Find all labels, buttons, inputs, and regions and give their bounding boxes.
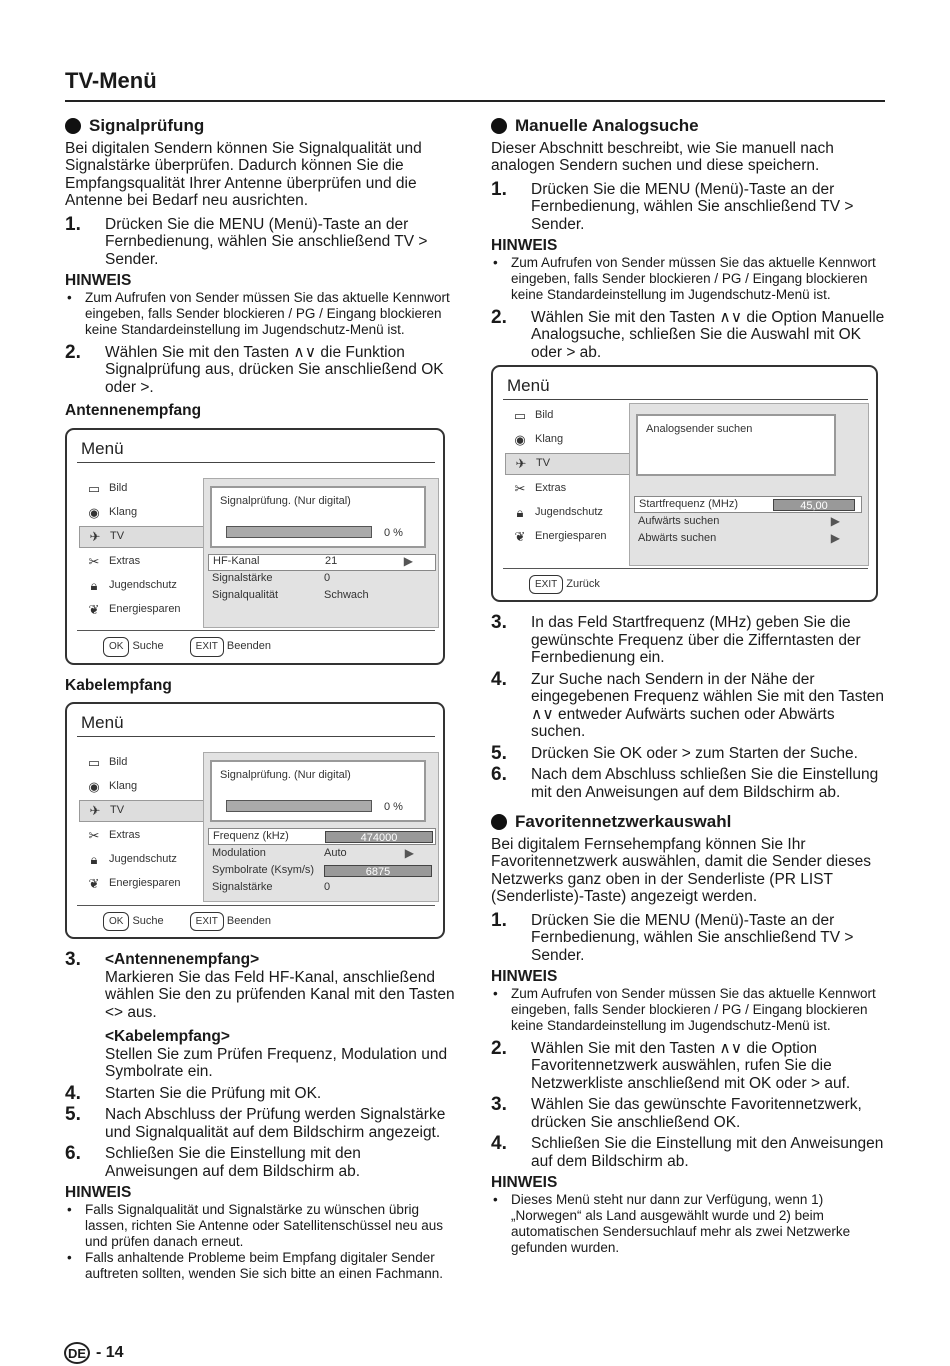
field-aufwaerts-suchen[interactable]: Aufwärts suchen ▶ [634,513,862,530]
analog-panel [629,403,869,566]
step-1: 1. Drücken Sie die MENU (Menü)-Taste an der Fernbedienung, wählen Sie anschließend TV > Sender. [491,909,854,964]
notes: • Zum Aufrufen von Sender müssen Sie das aktuelle Kennwort eingeben, falls Sender blockieren / PG / Eingang blockieren keine Standardeinstellung im Jugendschutz-Menü ist. [65,290,455,338]
field-symbolrate[interactable]: Symbolrate (Ksym/s) 6875 [208,862,436,879]
step-3: 3. Wählen Sie das gewünschte Favoritennetzwerk, drücken Sie anschließend OK. [491,1094,862,1131]
tools-icon: ✂ [88,828,100,844]
lock-icon: 🔒︎ [90,852,98,868]
step-4: 4. Schließen Sie die Einstellung mit den Anweisungen auf dem Bildschirm ab. [491,1133,884,1170]
speaker-icon: ◉ [514,432,526,448]
section-heading: Favoritennetzwerkauswahl [491,813,885,831]
hinweis-label: HINWEIS [491,237,558,254]
lock-icon: 🔒︎ [90,577,98,593]
leaf-icon: ❦ [88,601,100,617]
step-5: 5. Nach Abschluss der Prüfung werden Signalstärke und Signalqualität auf dem Bildschirm angezeigt. [65,1104,446,1141]
notes: • Falls Signalqualität und Signalstärke zu wünschen übrig lassen, richten Sie Antenne oder Satellitenschüssel neu aus und prüfen danach erneut. • Falls anhaltende Probleme beim Empfang digitaler Sender auftreten sollten, wenden Sie sich bitte an einen Fachmann. [65,1202,455,1282]
menu-item-tv[interactable]: ✈ TV [79,800,205,822]
page-title: TV-Menü [65,68,157,93]
step-5: 5. Drücken Sie OK oder > zum Starten der Suche. [491,742,858,764]
tools-icon: ✂ [88,553,100,569]
step-4: 4. Starten Sie die Prüfung mit OK. [65,1082,322,1104]
hinweis-label: HINWEIS [65,1184,132,1201]
step-3: 3. In das Feld Startfrequenz (MHz) geben Sie die gewünschte Frequenz über die Zifferntasten der Fernbedienung ein. [491,612,861,666]
step-2: 2. Wählen Sie mit den Tasten ∧∨ die Option Manuelle Analogsuche, schließen Sie die Auswahl mit OK oder > ab. [491,306,885,361]
right-column [491,117,885,1262]
menu-bottom-bar: OK Suche EXIT Beenden [77,630,435,657]
menu-antenna [65,428,445,665]
arrow-right-icon: ▶ [404,845,414,860]
ok-key[interactable]: OK [103,912,129,932]
menu-title: Menü [81,713,124,732]
bullet-dot-icon [491,814,507,830]
tv-icon: ▭ [87,480,101,496]
section-heading: Manuelle Analogsuche [491,117,885,135]
section-heading: Signalprüfung [65,117,455,135]
menu-item-extras[interactable]: ✂ Extras [79,825,205,847]
left-column [65,117,455,1288]
intro-text: Bei digitalen Sendern können Sie Signalqualität und Signalstärke überprüfen. Dadurch können Sie die Empfangsqualität Ihrer Antenne überprüfen und die Antenne bei Bedarf neu ausrichten. [65,139,422,209]
menu-item-jugendschutz[interactable]: 🔒︎ Jugendschutz [505,502,631,524]
arrow-right-icon: ▶ [830,513,840,528]
menu-item-jugendschutz[interactable]: 🔒︎ Jugendschutz [79,849,205,871]
step-1: 1. Drücken Sie die MENU (Menü)-Taste an der Fernbedienung, wählen Sie anschließend TV > Sender. [65,213,428,268]
menu-item-bild[interactable]: ▭ Bild [79,478,205,500]
bullet-dot-icon [491,118,507,134]
bullet-dot-icon [65,118,81,134]
leaf-icon: ❦ [88,876,100,892]
menu-title: Menü [507,376,550,395]
analog-box: Analogsender suchen [636,414,836,476]
menu-item-klang[interactable]: ◉ Klang [79,502,205,524]
progress-bar [226,526,372,538]
field-modulation[interactable]: Modulation Auto ▶ [208,845,436,862]
menu-item-energiesparen[interactable]: ❦ Energiesparen [79,599,205,621]
intro-text: Bei digitalem Fernsehempfang können Sie Ihr Favoritennetzwerk auswählen, damit die Sender dieses Netzwerks ganz oben in der Senderliste (PR LIST (Senderliste)-Taste) angezeigt werden. [491,835,871,905]
exit-key[interactable]: EXIT [190,637,224,657]
step-2: 2. Wählen Sie mit den Tasten ∧∨ die Funktion Signalprüfung aus, drücken Sie anschließend OK oder >. [65,341,444,396]
title-rule [65,100,885,102]
menu-bottom-bar: OK Suche EXIT Beenden [77,905,435,932]
exit-key[interactable]: EXIT [529,575,563,595]
notes: • Dieses Menü steht nur dann zur Verfügung, wenn 1) „Norwegen“ als Land ausgewählt wurde und 2) beim automatischen Sendersuchlauf mehr als zwei Netzwerke gefunden wurden. [491,1192,885,1256]
page-footer [64,1342,124,1364]
intro-text: Dieser Abschnitt beschreibt, wie Sie manuell nach analogen Sendern suchen und diese speichern. [491,139,834,174]
page-number: - 14 [96,1344,124,1361]
speaker-icon: ◉ [88,504,100,520]
menu-cable [65,702,445,939]
menu-item-klang[interactable]: ◉ Klang [79,776,205,798]
menu-item-tv[interactable]: ✈ TV [505,453,631,475]
notes: • Zum Aufrufen von Sender müssen Sie das aktuelle Kennwort eingeben, falls Sender blockieren / PG / Eingang blockieren keine Standardeinstellung im Jugendschutz-Menü ist. [491,986,885,1034]
menu-item-energiesparen[interactable]: ❦ Energiesparen [79,873,205,895]
tv-icon: ▭ [513,408,527,424]
step-6: 6. Schließen Sie die Einstellung mit den Anweisungen auf dem Bildschirm ab. [65,1143,361,1180]
tv-icon: ▭ [87,755,101,771]
field-frequenz[interactable]: Frequenz (kHz) 474000 [208,828,436,845]
exit-key[interactable]: EXIT [190,912,224,932]
menu-item-bild[interactable]: ▭ Bild [79,752,205,774]
field-abwaerts-suchen[interactable]: Abwärts suchen ▶ [634,530,862,547]
menu-bottom-bar: EXIT Zurück [503,568,868,595]
menu-title: Menü [81,438,124,458]
menu-item-bild[interactable]: ▭ Bild [505,405,631,427]
signal-box: Signalprüfung. (Nur digital) 0 % [210,486,426,548]
leaf-icon: ❦ [514,529,526,545]
notes: • Zum Aufrufen von Sender müssen Sie das aktuelle Kennwort eingeben, falls Sender blockieren / PG / Eingang blockieren keine Standardeinstellung im Jugendschutz-Menü ist. [491,255,885,303]
signal-panel [203,478,439,628]
signal-panel [203,752,439,902]
field-signalqualitaet: Signalqualität Schwach [212,589,369,602]
field-hf-kanal[interactable]: HF-Kanal 21 ▶ [208,554,436,571]
satellite-icon: ✈ [89,528,101,544]
menu-item-extras[interactable]: ✂ Extras [505,478,631,500]
satellite-icon: ✈ [515,456,527,472]
step-6: 6. Nach dem Abschluss schließen Sie die Einstellung mit den Anweisungen auf dem Bildschirm ab. [491,764,879,801]
hinweis-label: HINWEIS [65,272,132,289]
ok-key[interactable]: OK [103,637,129,657]
field-startfrequenz[interactable]: Startfrequenz (MHz) 45,00 [634,496,862,513]
menu-item-jugendschutz[interactable]: 🔒︎ Jugendschutz [79,575,205,597]
signal-box: Signalprüfung. (Nur digital) 0 % [210,760,426,822]
lock-icon: 🔒︎ [516,505,524,521]
arrow-right-icon: ▶ [830,530,840,545]
menu-item-klang[interactable]: ◉ Klang [505,429,631,451]
cable-label: Kabelempfang [65,676,172,694]
step-1: 1. Drücken Sie die MENU (Menü)-Taste an der Fernbedienung, wählen Sie anschließend TV > Sender. [491,178,854,233]
arrow-right-icon: ▶ [403,554,413,569]
menu-item-extras[interactable]: ✂ Extras [79,551,205,573]
hinweis-label: HINWEIS [491,968,558,985]
field-signalstaerke: Signalstärke 0 [212,572,331,585]
menu-item-energiesparen[interactable]: ❦ Energiesparen [505,526,631,548]
step-3: 3. <Antennenempfang> Markieren Sie das Feld HF-Kanal, anschließend wählen Sie den zu prüfenden Kanal mit den Tasten <> aus. <Kabelempfang> Stellen Sie zum Prüfen Frequenz, Modulation und Symbolrate ein. [65,949,455,1080]
field-signalstaerke: Signalstärke 0 [212,880,331,893]
language-badge: DE [64,1342,90,1364]
satellite-icon: ✈ [89,803,101,819]
menu-item-tv[interactable]: ✈ TV [79,526,205,548]
tools-icon: ✂ [514,481,526,497]
speaker-icon: ◉ [88,779,100,795]
step-4: 4. Zur Suche nach Sendern in der Nähe der eingegebenen Frequenz wählen Sie mit den Tasten ∧∨ entweder Aufwärts suchen oder Abwärts suchen. [491,668,885,740]
antenna-label: Antennenempfang [65,402,202,419]
menu-analog [491,365,878,602]
step-2: 2. Wählen Sie mit den Tasten ∧∨ die Option Favoritennetzwerk auswählen, rufen Sie die Netzwerkliste anschließend mit OK oder > auf. [491,1037,851,1092]
progress-bar [226,800,372,812]
hinweis-label: HINWEIS [491,1174,558,1191]
